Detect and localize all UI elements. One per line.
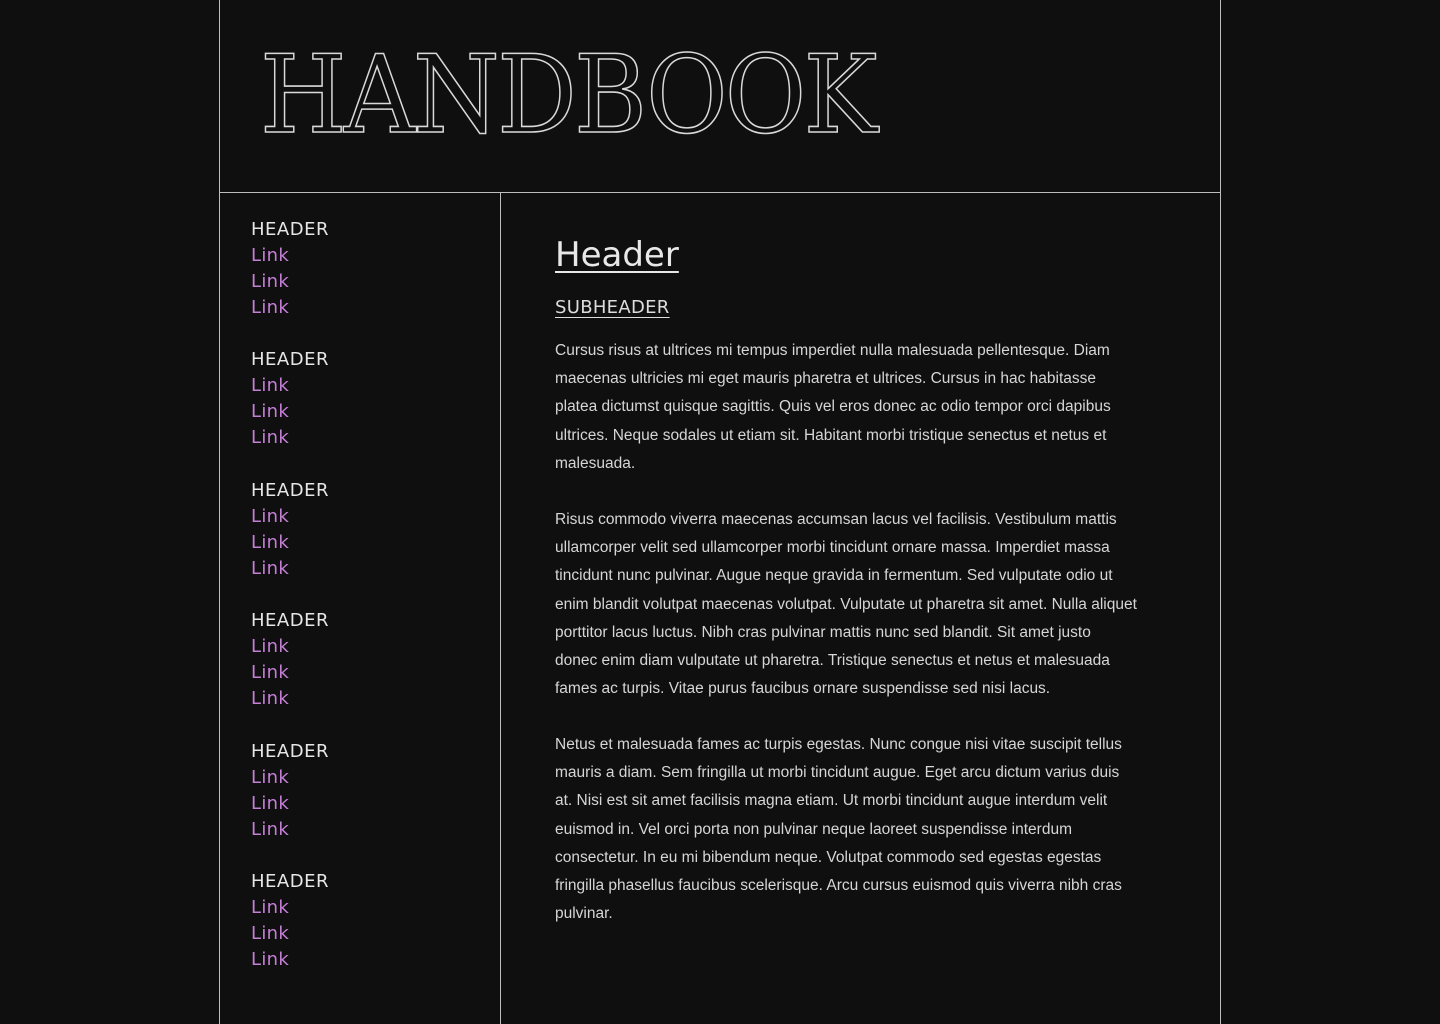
nav-group-1: [251, 217, 481, 321]
page-title: Header: [555, 235, 679, 275]
nav-group-5: [251, 739, 481, 843]
nav-link[interactable]: Link: [251, 506, 290, 527]
body-paragraph: Cursus risus at ultrices mi tempus imperdiet nulla malesuada pellentesque. Diam maecenas ultricies mi eget mauris pharetra et ultrices. Cursus in hac habitasse platea dictumst quisque sagittis. Quis vel eros donec ac odio tempor orci dapibus ultrices. Neque sodales ut etiam sit. Habitant morbi tristique senectus et netus et malesuada.: [555, 342, 1111, 472]
nav-link[interactable]: Link: [251, 375, 290, 396]
nav-link[interactable]: Link: [251, 688, 290, 709]
nav-link[interactable]: Link: [251, 271, 290, 292]
body-paragraph: Risus commodo viverra maecenas accumsan lacus vel facilisis. Vestibulum mattis ullamcorper velit sed ullamcorper morbi tincidunt ornare massa. Imperdiet massa tincidunt nunc pulvinar. Augue neque gravida in fermentum. Sed vulputate odio ut enim blandit volutpat maecenas volutpat. Vulputate ut pharetra sit amet. Nulla aliquet porttitor lacus luctus. Nibh cras pulvinar mattis nunc sed blandit. Sit amet justo donec enim diam vulputate ut pharetra. Tristique senectus et netus et malesuada fames ac turpis. Vitae purus faucibus ornare suspendisse sed nisi lacus.: [555, 511, 1137, 698]
nav-link[interactable]: Link: [251, 297, 290, 318]
nav-link[interactable]: Link: [251, 245, 290, 266]
nav-link[interactable]: Link: [251, 793, 290, 814]
nav-link[interactable]: Link: [251, 558, 290, 579]
nav-link[interactable]: Link: [251, 662, 290, 683]
handbook-logo[interactable]: HANDBOOK: [260, 33, 875, 158]
nav-group-header: HEADER: [251, 219, 329, 240]
page-subtitle: SUBHEADER: [555, 297, 670, 318]
nav-link[interactable]: Link: [251, 897, 290, 918]
nav-group-3: [251, 478, 481, 582]
sidebar-nav: [220, 193, 501, 1024]
nav-group-header: HEADER: [251, 610, 329, 631]
nav-group-header: HEADER: [251, 480, 329, 501]
nav-link[interactable]: Link: [251, 401, 290, 422]
nav-group-6: [251, 869, 481, 973]
nav-group-header: HEADER: [251, 871, 329, 892]
nav-group-header: HEADER: [251, 349, 329, 370]
page-frame: [219, 0, 1221, 1024]
body-paragraph: Netus et malesuada fames ac turpis egestas. Nunc congue nisi vitae suscipit tellus mauris a diam. Sem fringilla ut morbi tincidunt augue. Eget arcu dictum varius duis at. Nisi est sit amet facilisis magna etiam. Ut morbi tincidunt augue interdum velit euismod in. Vel orci porta non pulvinar neque laoreet suspendisse interdum consectetur. In eu mi bibendum neque. Volutpat commodo sed egestas egestas fringilla phasellus faucibus scelerisque. Arcu cursus euismod quis viverra nibh cras pulvinar.: [555, 736, 1122, 923]
nav-link[interactable]: Link: [251, 532, 290, 553]
nav-link[interactable]: Link: [251, 636, 290, 657]
masthead: [220, 0, 1220, 193]
nav-link[interactable]: Link: [251, 819, 290, 840]
nav-group-4: [251, 608, 481, 712]
nav-link[interactable]: Link: [251, 767, 290, 788]
main-content: [501, 193, 1220, 1024]
nav-link[interactable]: Link: [251, 923, 290, 944]
nav-link[interactable]: Link: [251, 949, 290, 970]
nav-group-2: [251, 347, 481, 451]
nav-group-header: HEADER: [251, 741, 329, 762]
nav-link[interactable]: Link: [251, 427, 290, 448]
